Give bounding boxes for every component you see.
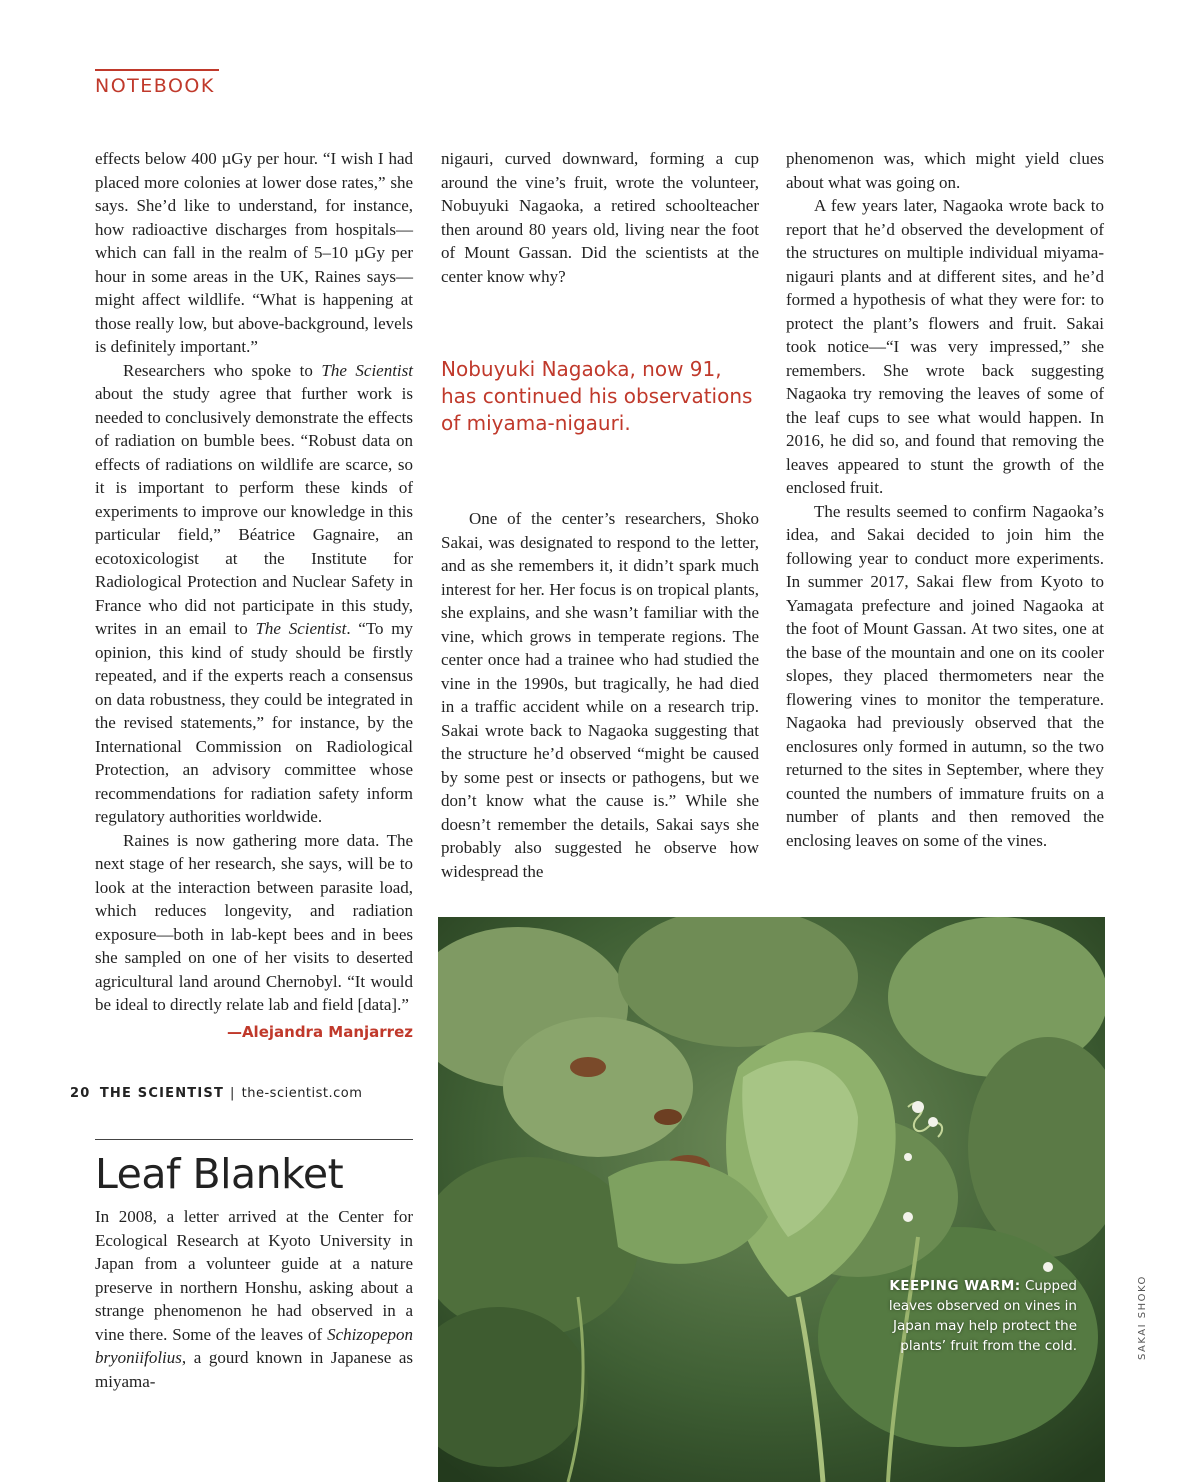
leaf-illustration <box>438 917 1105 1482</box>
section-label: NOTEBOOK <box>95 75 215 97</box>
website-link[interactable]: the-scientist.com <box>241 1086 363 1101</box>
photo-caption <box>877 1276 1077 1356</box>
column-3 <box>786 147 1104 852</box>
col2-paragraph-1: nigauri, curved downward, forming a cup around the vine’s fruit, wrote the volunteer, Nobuyuki Nagaoka, a retired schoolteacher then around 80 years old, living near the foot of Mount Gassan. Did the scientists at the center know why? <box>441 149 759 286</box>
pull-quote: Nobuyuki Nagaoka, now 91, has continued his observations of miyama-nigauri. <box>441 357 753 435</box>
caption-body: Cupped leaves observed on vines in Japan may help protect the plants’ fruit from the cold. <box>888 1278 1077 1354</box>
vine-photo <box>438 917 1105 1482</box>
footer-separator: | <box>230 1086 236 1101</box>
article-intro-column <box>95 1205 413 1393</box>
headline-rule <box>95 1139 413 1140</box>
byline: —Alejandra Manjarrez <box>226 1022 413 1041</box>
page-number: 20 <box>70 1086 91 1101</box>
col1-paragraph-1: effects below 400 µGy per hour. “I wish I had placed more colonies at lower dose rates,” she says. She’d like to understand, for instance, how radioactive discharges from hospitals—which can fall in the realm of 5–10 µGy per hour in some areas in the UK, Raines says—might affect wildlife. “What is happening at those really low, but above-background, levels is definitely important.” <box>95 149 413 356</box>
publication-name: The Scientist <box>321 360 413 380</box>
section-rule <box>95 69 219 71</box>
col1-paragraph-2 <box>95 359 413 829</box>
species-name: Schizopepon bryoniifolius <box>95 1324 413 1367</box>
col2-paragraph-2: One of the center’s researchers, Shoko Sakai, was designated to respond to the letter, and as she remembers it, it didn’t spark much interest for her. Her focus is on tropical plants, she explains, and she wasn’t familiar with the vine, which grows in temperate regions. The center once had a trainee who had studied the vine in the 1990s, but tragically, he had died in a traffic accident while on a research trip. Sakai wrote back to Nagaoka suggesting that the structure he’d observed “might be caused by some pest or insects or pathogens, but we don’t know what the cause is.” While she doesn’t remember the details, Sakai says she probably also suggested he observe how widespread the <box>441 509 759 881</box>
col3-paragraph-3: The results seemed to confirm Nagaoka’s idea, and Sakai decided to join him the following year to conduct more experiments. In summer 2017, Sakai flew from Kyoto to Yamagata prefecture and joined Nagaoka at the foot of Mount Gassan. At two sites, one at the base of the mountain and one on its cooler slopes, they placed thermometers near the flowering vines to monitor the temperature. Nagaoka had previously observed that the enclosures only formed in autumn, so the two returned to the sites in September, where they counted the numbers of immature fruits on a number of plants and then removed the enclosing leaves on some of the vines. <box>786 501 1104 850</box>
article-intro-paragraph <box>95 1205 413 1393</box>
col3-paragraph-2: A few years later, Nagaoka wrote back to report that he’d observed the development of the structures on multiple individual miyama-nigauri plants and at different sites, and he’d formed a hypothesis of what they were for: to protect the plant’s flowers and fruit. Sakai took notice—“I was very impressed,” she remembers. She wrote back suggesting Nagaoka try removing the leaves of some of the leaf cups to see what would happen. In 2016, he did so, and found that removing the leaves appeared to stunt the growth of the enclosed fruit. <box>786 196 1104 497</box>
col1-paragraph-3: Raines is now gathering more data. The next stage of her research, she says, will be to look at the interaction between parasite load, which reduces longevity, and radiation exposure—both in lab-kept bees and in bees she sampled on one of her visits to deserted agricultural land around Chernobyl. “It would be ideal to directly relate lab and field [data].” <box>95 830 413 1014</box>
page-footer <box>70 1086 362 1101</box>
text-run: Researchers who spoke to <box>123 360 322 380</box>
column-2 <box>441 147 759 883</box>
text-run: In 2008, a letter arrived at the Center for Ecological Research at Kyoto University in Japan from a volunteer guide at a nature preserve in northern Honshu, asking about a strange phenomenon he had observed in a vine there. Some of the leaves of <box>95 1207 413 1344</box>
text-run: about the study agree that further work is needed to conclusively demonstrate the effects of radiation on bumble bees. “Robust data on effects of radiations on wildlife are scarce, so it is important to perform these kinds of experiments to improve our knowledge in this particular field,” Béatrice Gagnaire, an ecotoxicologist at the Institute for Radiological Protection and Nuclear Safety in France who did not participate in this study, writes in an email to <box>95 384 413 638</box>
caption-heading: KEEPING WARM: <box>889 1278 1021 1294</box>
col3-paragraph-1: phenomenon was, which might yield clues about what was going on. <box>786 149 1104 192</box>
article-headline: Leaf Blanket <box>95 1150 344 1198</box>
text-run: , a gourd known in Japanese as miyama- <box>95 1348 413 1391</box>
publication-name: The Scientist <box>255 619 347 638</box>
publication-title: THE SCIENTIST <box>99 1086 225 1101</box>
column-1 <box>95 147 413 1044</box>
text-run: . “To my opinion, this kind of study should be firstly repeated, and if the experts reach a consensus on data robustness, they could be integrated in the revised statements,” for instance, by the International Commission on Radiological Protection, an advisory committee whose recommendations for radiation safety inform regulatory authorities worldwide. <box>95 619 413 826</box>
photo-credit: SAKAI SHOKO <box>1137 1275 1148 1360</box>
